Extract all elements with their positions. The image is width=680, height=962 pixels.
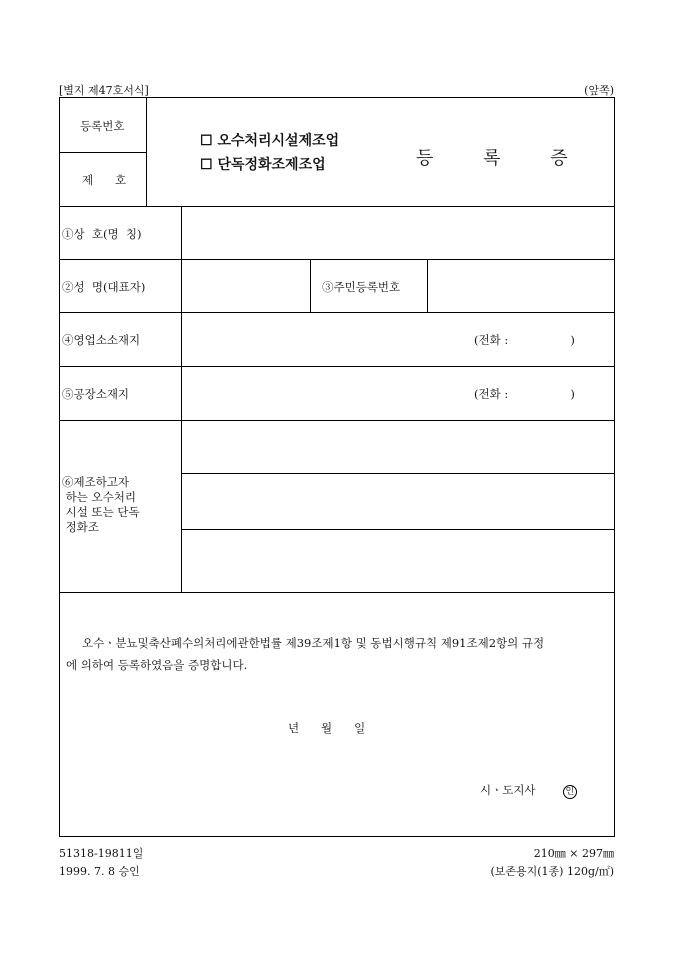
office-location-label: ④영업소소재지 [62, 333, 141, 347]
products-label-line: 시설 또는 단독 [62, 505, 140, 519]
document-title: 등 록 증 [416, 148, 590, 169]
issue-date: 년 월 일 [288, 721, 366, 735]
certification-text-line-1: 오수ㆍ분뇨및축산폐수의처리에관한법률 제39조제1항 및 동법시행규칙 제91조제2항의 규정 [82, 636, 545, 650]
divider [60, 206, 614, 207]
page-side: (앞쪽) [584, 84, 614, 97]
registration-certificate-form [59, 97, 615, 837]
checkbox-icon[interactable]: ☐ [200, 133, 213, 149]
divider [181, 206, 182, 592]
registration-number-label: 등록번호 [80, 119, 125, 133]
divider [427, 259, 428, 312]
paper-size: 210㎜ × 297㎜ [533, 847, 614, 860]
number-label: 제 호 [82, 173, 127, 187]
trade-name-label: ①상 호(명 칭) [62, 227, 142, 241]
divider [181, 473, 614, 474]
divider [60, 259, 614, 260]
products-label-line: 하는 오수처리 [62, 490, 136, 504]
option-septic-tank [200, 154, 326, 174]
products-label-line: ⑥제조하고자 [62, 475, 130, 489]
form-number: [별지 제47호서식] [59, 84, 149, 97]
divider [60, 312, 614, 313]
representative-name-label: ②성 명(대표자) [62, 280, 146, 294]
divider [310, 259, 311, 312]
divider [146, 98, 147, 207]
option-sewage-facility [200, 130, 339, 150]
factory-phone: (전화 : ) [474, 387, 575, 401]
resident-number-label: ③주민등록번호 [322, 280, 401, 294]
divider [60, 152, 146, 153]
form-code: 51318-19811일 [59, 847, 144, 860]
seal-icon: 인 [563, 785, 577, 799]
option-label: 단독정화조제조업 [217, 157, 326, 173]
approval-date: 1999. 7. 8 승인 [59, 865, 140, 878]
issuer-title: 시ㆍ도지사 [480, 783, 536, 797]
factory-location-label: ⑤공장소재지 [62, 387, 130, 401]
products-label-line: 정화조 [62, 520, 99, 534]
divider [181, 529, 614, 530]
option-label: 오수처리시설제조업 [217, 133, 340, 149]
divider [60, 592, 614, 593]
divider [60, 420, 614, 421]
office-phone: (전화 : ) [474, 333, 575, 347]
checkbox-icon[interactable]: ☐ [200, 157, 213, 173]
certification-text-line-2: 에 의하여 등록하였음을 증명합니다. [66, 658, 248, 672]
paper-type: (보존용지(1종) 120g/㎡) [490, 865, 614, 878]
issuer [480, 782, 577, 799]
products-label [62, 475, 140, 535]
divider [60, 366, 614, 367]
